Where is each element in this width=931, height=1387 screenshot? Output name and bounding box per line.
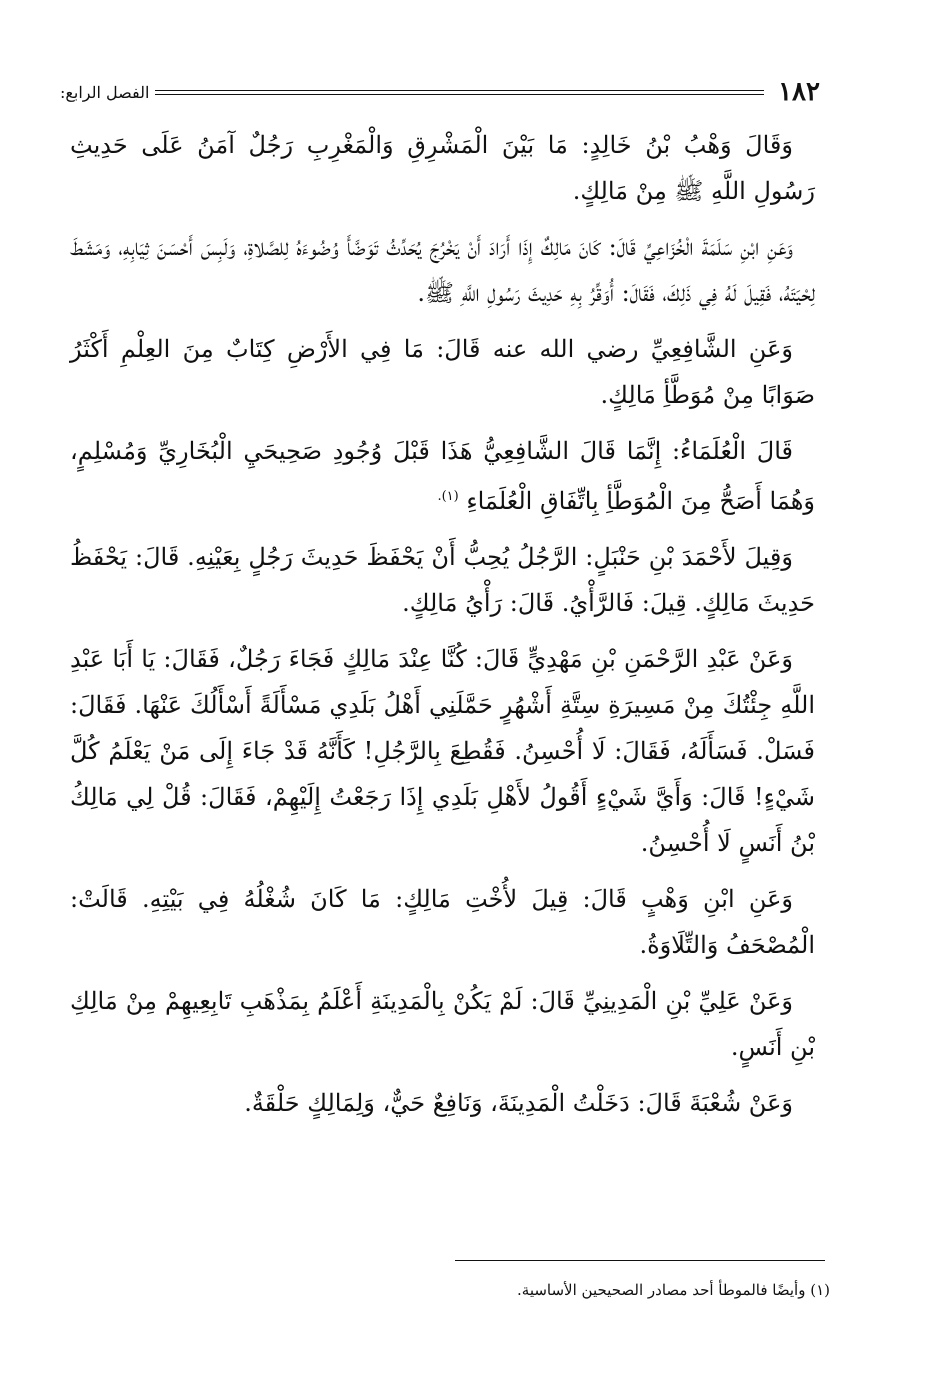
footnote: (١) وأيضًا فالموطأ أحد مصادر الصحيحين الأساسية. — [517, 1281, 830, 1299]
paragraph-1: وَقَالَ وَهْبُ بْنُ خَالِدٍ: مَا بَيْنَ الْمَشْرِقِ وَالْمَغْرِبِ رَجُلٌ آمَنُ عَلَى حَدِيثِ رَسُولِ اللَّهِ ﷺ مِنْ مَالِكٍ. — [70, 131, 815, 205]
chapter-title: الفصل الرابع: — [60, 82, 150, 102]
page-number: ١٨٢ — [778, 77, 820, 107]
paragraph-5: وَقِيلَ لأَحْمَدَ بْنِ حَنْبَلٍ: الرَّجُلُ يُحِبُّ أَنْ يَحْفَظَ حَدِيثَ رَجُلٍ بِعَيْنِهِ. قَالَ: يَحْفَظُ حَدِيثَ مَالِكٍ. قِيلَ: فَالرَّأْيُ. قَالَ: رَأْيُ مَالِكٍ. — [70, 543, 815, 617]
paragraph-2: وَعَنِ ابْنِ سَلَمَةَ الْخُزَاعِيِّ قَالَ: كَانَ مَالِكٌ إِذَا أَرَادَ أَنْ يَخْرُجَ يُحَدِّثُ تَوَضَّأَ وُضُوءَهُ لِلصَّلاةِ، وَلَبِسَ أَحْسَنَ ثِيَابِهِ، وَمَشَطَ لِحْيَتَهُ، فَقِيلَ لَهُ فِي ذَلِكَ، فَقَالَ: أُوَقِّرُ بِهِ حَدِيثَ رَسُولِ اللَّهِ ﷺ. — [70, 233, 815, 307]
paragraph-4-text: قَالَ الْعُلَمَاءُ: إِنَّمَا قَالَ الشَّافِعِيُّ هَذَا قَبْلَ وُجُودِ صَحِيحَيِ الْبُخَارِيِّ وَمُسْلِمٍ، وَهُمَا أَصَحُّ مِنَ الْمُوَطَّأِ بِاتِّفَاقِ الْعُلَمَاءِ — [70, 437, 815, 515]
paragraph-4 — [70, 428, 815, 524]
paragraph-6: وَعَنْ عَبْدِ الرَّحْمَنِ بْنِ مَهْدِيٍّ قَالَ: كُنَّا عِنْدَ مَالِكٍ فَجَاءَ رَجُلٌ، فَقَالَ: يَا أَبَا عَبْدِ اللَّهِ جِئْتُكَ مِنْ مَسِيرَةِ سِتَّةِ أَشْهُرٍ حَمَّلَنِي أَهْلُ بَلَدِي مَسْأَلَةً أَسْأَلُكَ عَنْهَا. فَقَالَ: فَسَلْ. فَسَأَلَهُ، فَقَالَ: لَا أُحْسِنُ. فَقُطِعَ بِالرَّجُلِ! كَأَنَّهُ قَدْ جَاءَ إِلَى مَنْ يَعْلَمُ كُلَّ شَيْءٍ! قَالَ: وَأَيَّ شَيْءٍ أَقُولُ لأَهْلِ بَلَدِي إِذَا رَجَعْتُ إِلَيْهِمْ، فَقَالَ: قُلْ لِي مَالِكُ بْنُ أَنَسٍ لَا أُحْسِنُ. — [70, 645, 815, 857]
paragraph-3: وَعَنِ الشَّافِعِيِّ رضي الله عنه قَالَ: مَا فِي الأَرْضِ كِتَابٌ مِنَ العِلْمِ أَكْثَرُ صَوَابًا مِنْ مُوَطَّأِ مَالِكٍ. — [70, 335, 815, 409]
paragraph-9: وَعَنْ شُعْبَةَ قَالَ: دَخَلْتُ الْمَدِينَةَ، وَنَافِعٌ حَيٌّ، وَلِمَالِكٍ حَلْقَةٌ. — [244, 1089, 793, 1117]
paragraph-7: وَعَنِ ابْنِ وَهْبٍ قَالَ: قِيلَ لأُخْتِ مَالِكٍ: مَا كَانَ شُغْلُهُ فِي بَيْتِهِ. قَالَتْ: الْمُصْحَفُ وَالتِّلَاوَةُ. — [70, 885, 815, 959]
header-rule — [155, 90, 764, 95]
paragraph-8: وَعَنْ عَلِيِّ بْنِ الْمَدِينِيِّ قَالَ: لَمْ يَكُنْ بِالْمَدِينَةِ أَعْلَمُ بِمَذْهَبِ تَابِعِيهِمْ مِنْ مَالِكِ بْنِ أَنَسٍ. — [70, 987, 815, 1061]
footnote-separator — [455, 1260, 825, 1261]
page-header — [60, 72, 820, 112]
footnote-reference: (١). — [437, 489, 459, 504]
main-text — [70, 122, 815, 1136]
